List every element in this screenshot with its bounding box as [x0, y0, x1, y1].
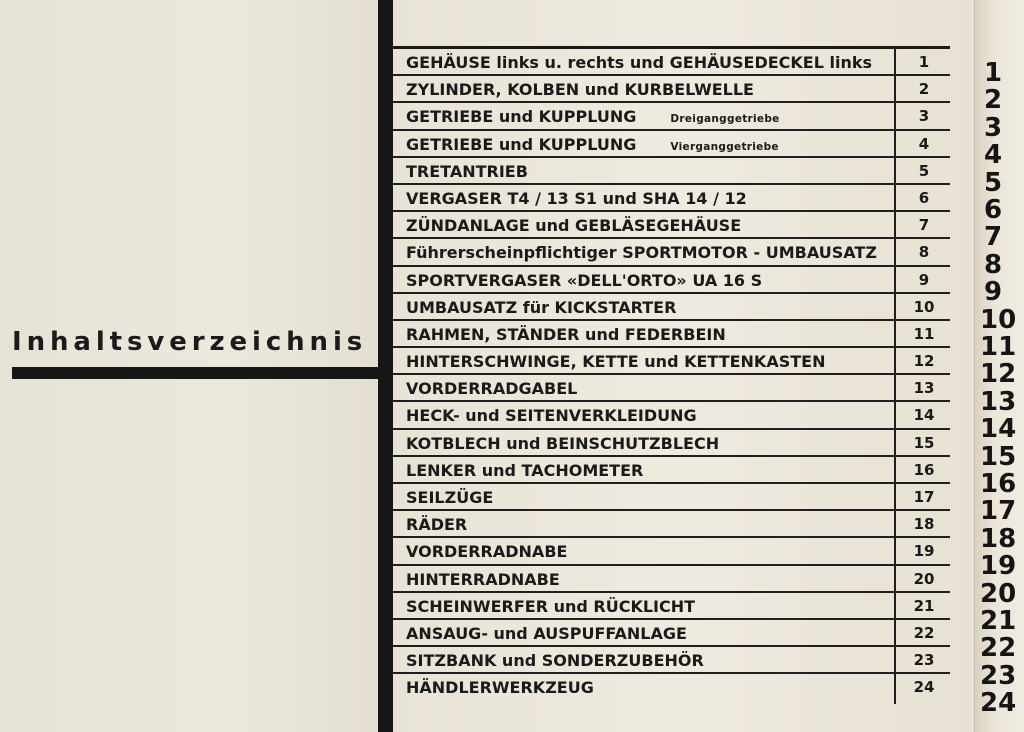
toc-entry-title: SCHEINWERFER und RÜCKLICHT	[406, 596, 696, 616]
toc-entry-subtitle: Dreiganggetriebe	[670, 113, 780, 126]
toc-entry-label[interactable]	[393, 647, 896, 672]
toc-row[interactable]	[393, 430, 950, 457]
thumb-tab[interactable]: 17	[980, 496, 1017, 527]
thumb-tab[interactable]: 20	[980, 578, 1017, 609]
toc-entry-label[interactable]	[393, 620, 896, 645]
toc-entry-title: SPORTVERGASER «DELL'ORTO» UA 16 S	[406, 270, 763, 290]
page-title: Inhaltsverzeichnis	[12, 327, 368, 357]
toc-entry-label[interactable]	[393, 321, 896, 346]
toc-row[interactable]	[393, 620, 950, 647]
toc-entry-label[interactable]	[393, 375, 896, 400]
toc-row[interactable]	[393, 131, 950, 158]
toc-entry-label[interactable]	[393, 402, 896, 427]
toc-entry-subtitle: Vierganggetriebe	[670, 140, 779, 153]
toc-entry-title: GEHÄUSE links u. rechts und GEHÄUSEDECKEL links	[406, 53, 873, 72]
toc-entry-number: 4	[918, 134, 930, 153]
toc-entry-number: 22	[913, 623, 935, 642]
toc-row[interactable]	[393, 267, 950, 294]
toc-entry-title: VORDERRADNABE	[406, 542, 568, 562]
title-underline-bar	[12, 367, 384, 379]
toc-entry-number: 3	[918, 107, 930, 126]
toc-entry-title: RÄDER	[406, 515, 468, 535]
toc-entry-title: VERGASER T4 / 13 S1 und SHA 14 / 12	[406, 188, 747, 208]
toc-entry-label[interactable]	[393, 212, 896, 237]
toc-row[interactable]	[393, 484, 950, 511]
thumb-tab[interactable]: 18	[980, 523, 1017, 554]
toc-entry-number: 13	[913, 379, 935, 398]
toc-row[interactable]	[393, 239, 950, 266]
toc-table	[393, 46, 950, 704]
toc-row[interactable]	[393, 647, 950, 674]
toc-entry-label[interactable]	[393, 430, 896, 455]
thumb-tab[interactable]: 13	[980, 386, 1017, 417]
toc-entry-label[interactable]	[393, 593, 896, 618]
toc-entry-label[interactable]	[393, 76, 896, 101]
toc-entry-number: 24	[913, 678, 935, 697]
toc-entry-title: ANSAUG- und AUSPUFFANLAGE	[406, 623, 687, 643]
thumb-tab[interactable]: 16	[980, 469, 1017, 499]
toc-entry-label[interactable]	[393, 348, 896, 373]
toc-entry-label[interactable]	[393, 267, 896, 292]
toc-entry-number: 9	[918, 270, 930, 289]
toc-entry-number: 20	[913, 569, 935, 588]
toc-entry-number: 6	[918, 188, 930, 207]
toc-entry-number: 5	[918, 161, 930, 180]
toc-entry-title: TRETANTRIEB	[406, 161, 528, 181]
toc-entry-title: VORDERRADGABEL	[406, 379, 578, 399]
toc-entry-number: 23	[913, 651, 935, 670]
toc-entry-number: 8	[918, 243, 930, 262]
toc-entry-number: 7	[918, 216, 930, 235]
thumb-tab[interactable]: 6	[984, 195, 1003, 225]
thumb-tab[interactable]: 3	[984, 112, 1003, 143]
toc-entry-title: SITZBANK und SONDERZUBEHÖR	[406, 651, 704, 671]
thumb-tab[interactable]: 14	[980, 414, 1017, 445]
toc-row[interactable]	[393, 321, 950, 348]
thumb-index	[976, 60, 1024, 732]
toc-row[interactable]	[393, 103, 950, 130]
vertical-divider-bar	[378, 0, 393, 732]
toc-entry-title: LENKER und TACHOMETER	[406, 460, 644, 480]
thumb-tab[interactable]: 21	[980, 606, 1017, 636]
toc-entry-title: ZÜNDANLAGE und GEBLÄSEGEHÄUSE	[406, 216, 742, 236]
toc-entry-number: 12	[913, 352, 935, 371]
toc-entry-number: 16	[913, 460, 935, 479]
toc-row[interactable]	[393, 566, 950, 593]
thumb-tab[interactable]: 15	[980, 441, 1017, 472]
toc-row[interactable]	[393, 538, 950, 565]
thumb-tab[interactable]: 7	[984, 222, 1003, 253]
toc-entry-label[interactable]	[393, 294, 896, 319]
thumb-tab[interactable]: 10	[980, 304, 1017, 335]
toc-entry-label[interactable]	[393, 131, 896, 156]
toc-entry-label[interactable]	[393, 511, 896, 536]
toc-row[interactable]	[393, 511, 950, 538]
toc-entry-title: HINTERRADNABE	[406, 569, 560, 589]
toc-entry-title: RAHMEN, STÄNDER und FEDERBEIN	[406, 324, 726, 344]
thumb-tab[interactable]: 23	[980, 660, 1017, 691]
toc-row[interactable]	[393, 76, 950, 103]
toc-row[interactable]	[393, 457, 950, 484]
toc-entry-label[interactable]	[393, 484, 896, 509]
toc-row[interactable]	[393, 158, 950, 185]
toc-row[interactable]	[393, 375, 950, 402]
thumb-tab[interactable]: 19	[980, 551, 1017, 582]
toc-entry-number: 15	[913, 433, 935, 452]
toc-entry-title: SEILZÜGE	[406, 488, 494, 507]
toc-entry-title: ZYLINDER, KOLBEN und KURBELWELLE	[406, 80, 754, 100]
toc-entry-label[interactable]	[393, 49, 896, 74]
toc-entry-label[interactable]	[393, 538, 896, 563]
toc-entry-title: HECK- und SEITENVERKLEIDUNG	[406, 406, 697, 426]
toc-row[interactable]	[393, 402, 950, 429]
toc-entry-number: 10	[913, 297, 935, 316]
toc-entry-title: GETRIEBE und KUPPLUNG	[406, 107, 637, 127]
toc-entry-title: KOTBLECH und BEINSCHUTZBLECH	[406, 433, 720, 453]
toc-row[interactable]	[393, 212, 950, 239]
toc-row[interactable]	[393, 674, 950, 704]
toc-entry-number: 14	[913, 406, 935, 425]
toc-entry-title: GETRIEBE und KUPPLUNG	[406, 134, 637, 154]
toc-entry-number: 18	[913, 515, 935, 534]
left-page	[0, 0, 380, 732]
thumb-tab[interactable]: 22	[980, 633, 1017, 664]
toc-entry-label[interactable]	[393, 566, 896, 591]
toc-entry-label[interactable]	[393, 674, 896, 704]
toc-row[interactable]	[393, 348, 950, 375]
toc-entry-label[interactable]	[393, 457, 896, 482]
toc-row[interactable]	[393, 49, 950, 76]
toc-entry-number: 17	[913, 488, 935, 506]
toc-entry-title: HÄNDLERWERKZEUG	[406, 678, 594, 698]
toc-entry-number: 21	[913, 596, 935, 615]
thumb-tab[interactable]: 4	[984, 140, 1003, 171]
toc-entry-title: UMBAUSATZ für KICKSTARTER	[406, 297, 677, 317]
toc-row[interactable]	[393, 593, 950, 620]
toc-entry-label[interactable]	[393, 158, 896, 183]
toc-entry-label[interactable]	[393, 103, 896, 128]
toc-entry-number: 1	[918, 53, 930, 71]
toc-entry-title: Führerscheinpflichtiger SPORTMOTOR - UMBAUSATZ	[406, 243, 877, 263]
toc-row[interactable]	[393, 185, 950, 212]
toc-entry-label[interactable]	[393, 185, 896, 210]
thumb-tab[interactable]: 5	[984, 167, 1003, 198]
thumb-tab[interactable]: 2	[984, 85, 1003, 116]
thumb-tab[interactable]: 9	[984, 277, 1003, 308]
toc-entry-label[interactable]	[393, 239, 896, 264]
toc-entry-number: 2	[918, 80, 930, 99]
thumb-tab[interactable]: 24	[980, 688, 1017, 719]
thumb-tab[interactable]: 8	[984, 249, 1003, 280]
toc-entry-title: HINTERSCHWINGE, KETTE und KETTENKASTEN	[406, 352, 826, 372]
thumb-tab[interactable]: 1	[984, 58, 1003, 88]
thumb-tab[interactable]: 11	[980, 332, 1017, 362]
thumb-tab[interactable]: 12	[980, 359, 1017, 390]
toc-entry-number: 19	[913, 542, 935, 561]
toc-entry-number: 11	[913, 324, 935, 343]
toc-row[interactable]	[393, 294, 950, 321]
